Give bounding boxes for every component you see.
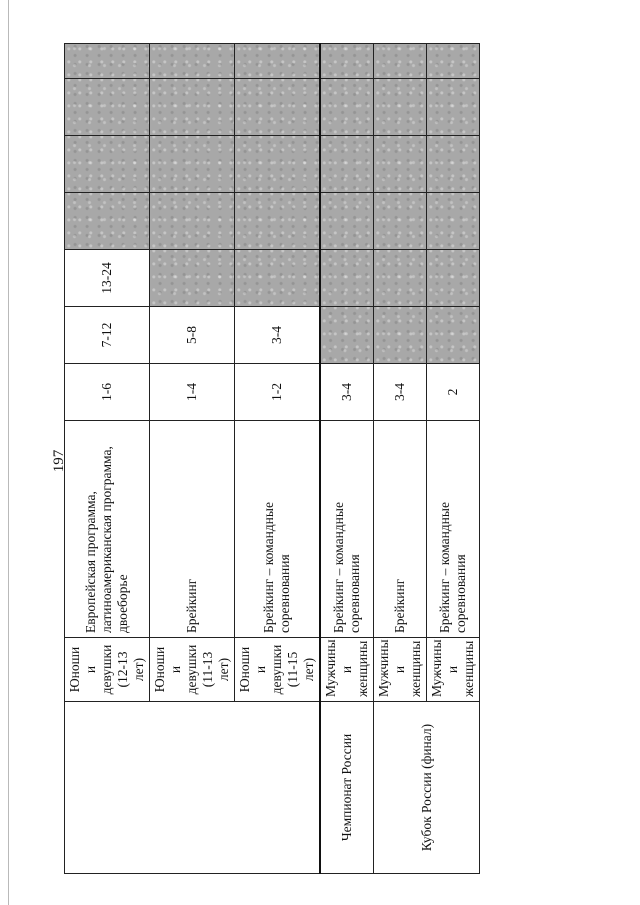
shaded-cell <box>427 79 480 136</box>
age-cell: Юноши и девушки (11-15 лет) <box>235 638 321 702</box>
shaded-cell <box>427 44 480 79</box>
competition-cell <box>65 702 321 874</box>
places-cell: 3-4 <box>235 307 321 364</box>
shaded-cell <box>150 136 235 193</box>
shaded-cell <box>427 136 480 193</box>
shaded-cell <box>235 44 321 79</box>
shaded-cell <box>427 250 480 307</box>
discipline-cell: Брейкинг – командные соревнования <box>320 421 374 638</box>
places-cell: 3-4 <box>374 364 427 421</box>
places-cell: 3-4 <box>320 364 374 421</box>
shaded-cell <box>320 44 374 79</box>
shaded-cell <box>65 44 150 79</box>
shaded-cell <box>320 79 374 136</box>
discipline-cell: Брейкинг <box>150 421 235 638</box>
discipline-cell: Брейкинг – командные соревнования <box>427 421 480 638</box>
places-cell: 1-2 <box>235 364 321 421</box>
shaded-cell <box>374 250 427 307</box>
shaded-cell <box>320 307 374 364</box>
shaded-cell <box>65 193 150 250</box>
age-cell: Мужчины и женщины <box>320 638 374 702</box>
places-cell: 13-24 <box>65 250 150 307</box>
discipline-cell: Европейская программа, латиноамериканская программа, двоеборье <box>65 421 150 638</box>
shaded-cell <box>374 307 427 364</box>
table-row <box>65 44 150 874</box>
shaded-cell <box>427 193 480 250</box>
shaded-cell <box>235 136 321 193</box>
competition-table <box>64 43 480 874</box>
places-cell: 5-8 <box>150 307 235 364</box>
page-number: 197 <box>51 449 67 473</box>
table-row <box>320 44 374 874</box>
shaded-cell <box>150 79 235 136</box>
competition-cell: Чемпионат России <box>320 702 374 874</box>
shaded-cell <box>320 193 374 250</box>
rotated-table-container <box>64 44 476 874</box>
places-cell: 2 <box>427 364 480 421</box>
places-cell: 1-6 <box>65 364 150 421</box>
shaded-cell <box>65 136 150 193</box>
places-cell: 7-12 <box>65 307 150 364</box>
page-edge-line <box>8 0 9 905</box>
shaded-cell <box>374 44 427 79</box>
shaded-cell <box>427 307 480 364</box>
table-rotator <box>64 44 476 874</box>
shaded-cell <box>150 193 235 250</box>
shaded-cell <box>320 136 374 193</box>
age-cell: Юноши и девушки (11-13 лет) <box>150 638 235 702</box>
shaded-cell <box>374 193 427 250</box>
age-cell: Мужчины и женщины <box>374 638 427 702</box>
shaded-cell <box>235 250 321 307</box>
competition-cell: Кубок России (финал) <box>374 702 480 874</box>
shaded-cell <box>150 250 235 307</box>
shaded-cell <box>320 250 374 307</box>
shaded-cell <box>235 193 321 250</box>
shaded-cell <box>65 79 150 136</box>
age-cell: Мужчины и женщины <box>427 638 480 702</box>
table-row <box>374 44 427 874</box>
discipline-cell: Брейкинг <box>374 421 427 638</box>
places-cell: 1-4 <box>150 364 235 421</box>
shaded-cell <box>374 136 427 193</box>
shaded-cell <box>150 44 235 79</box>
shaded-cell <box>374 79 427 136</box>
age-cell: Юноши и девушки (12-13 лет) <box>65 638 150 702</box>
discipline-cell: Брейкинг – командные соревнования <box>235 421 321 638</box>
shaded-cell <box>235 79 321 136</box>
